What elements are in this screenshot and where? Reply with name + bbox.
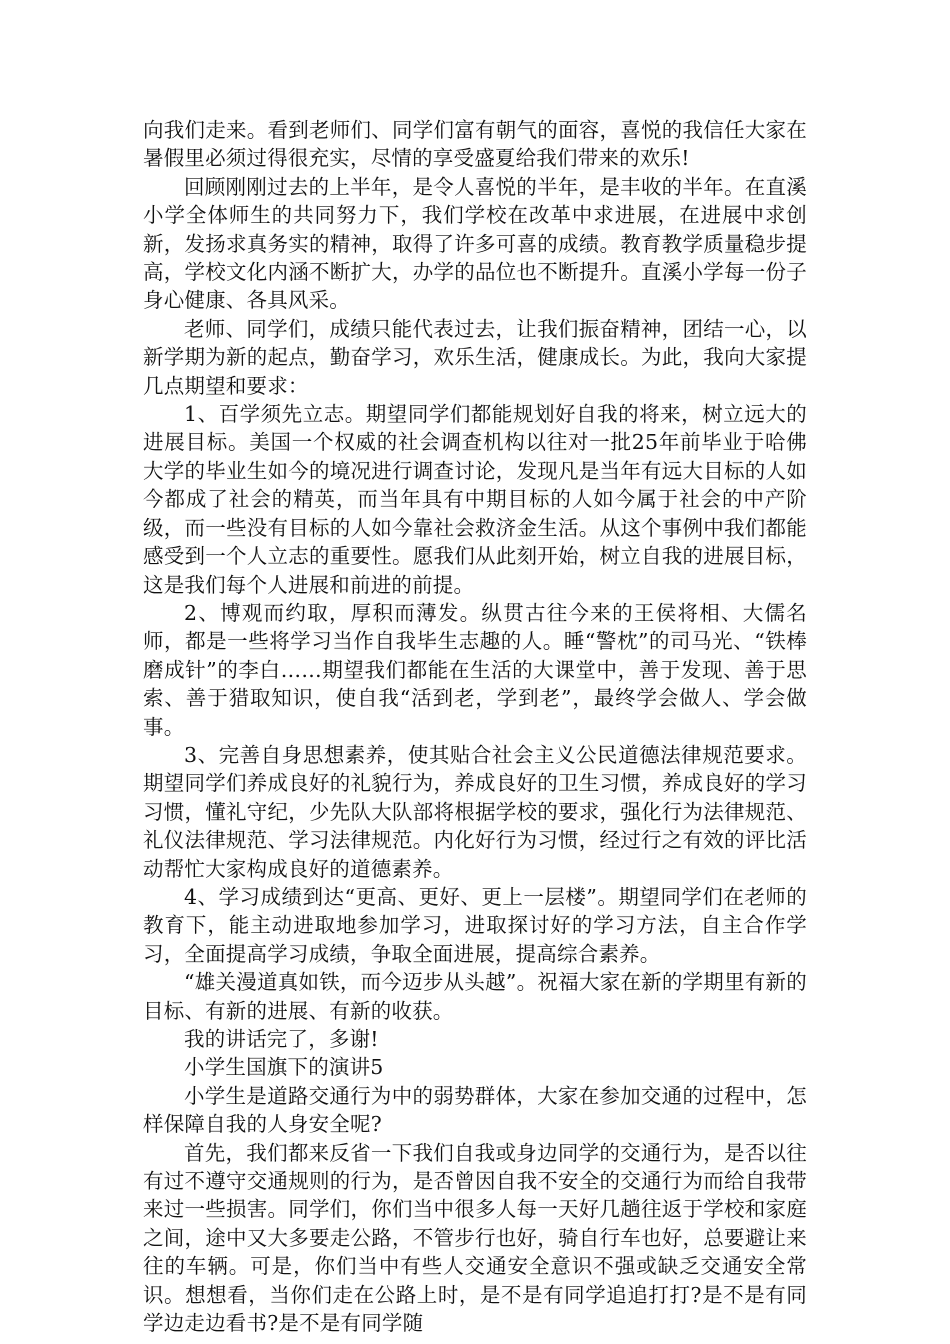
paragraph-point-4: 4、学习成绩到达“更高、更好、更上一层楼”。期望同学们在老师的教育下，能主动进取地参加学习，进取探讨好的学习方法，自主合作学习，全面提高学习成绩，争取全面进展，提高综合素养。	[143, 884, 807, 966]
section-heading-speech-5: 小学生国旗下的演讲5	[184, 1055, 384, 1080]
paragraph-continuation: 向我们走来。看到老师们、同学们富有朝气的面容，喜悦的我信任大家在暑假里必须过得很充实，尽情的享受盛夏给我们带来的欢乐!	[143, 118, 807, 171]
paragraph-traffic-reflection: 首先，我们都来反省一下我们自我或身边同学的交通行为，是否以往有过不遵守交通规则的行为，是否曾因自我不安全的交通行为而给自我带来过一些损害。同学们，你们当中很多人每一天好几趟往返于学校和家庭之间，途中又大多要走公路，不管步行也好，骑自行车也好，总要避让来往的车辆。可是，你们当中有些人交通安全意识不强或缺乏交通安全常识。想想看，当你们走在公路上时，是不是有同学追追打打?是不是有同学边走边看书?是不是有同学随	[143, 1140, 807, 1336]
document-body	[143, 116, 807, 1337]
paragraph-review-first-half: 回顾刚刚过去的上半年，是令人喜悦的半年，是丰收的半年。在直溪小学全体师生的共同努力下，我们学校在改革中求进展，在进展中求创新，发扬求真务实的精神，取得了许多可喜的成绩。教育教学质量稳步提高，学校文化内涵不断扩大，办学的品位也不断提升。直溪小学每一份子身心健康、各具风采。	[143, 174, 807, 313]
paragraph-closing: 我的讲话完了，多谢!	[184, 1027, 379, 1051]
paragraph-traffic-intro: 小学生是道路交通行为中的弱势群体，大家在参加交通的过程中，怎样保障自我的人身安全呢?	[143, 1083, 807, 1137]
paragraph-point-3: 3、完善自身思想素养，使其贴合社会主义公民道德法律规范要求。期望同学们养成良好的礼貌行为，养成良好的卫生习惯，养成良好的学习习惯，懂礼守纪，少先队大队部将根据学校的要求，强化行为法律规范、礼仪法律规范、学习法律规范。内化好行为习惯，经过行之有效的评比活动帮忙大家构成良好的道德素养。	[143, 742, 807, 881]
paragraph-expectations-intro: 老师、同学们，成绩只能代表过去，让我们振奋精神，团结一心，以新学期为新的起点，勤奋学习，欢乐生活，健康成长。为此，我向大家提几点期望和要求：	[143, 316, 807, 398]
paragraph-blessing: “雄关漫道真如铁，而今迈步从头越”。祝福大家在新的学期里有新的目标、有新的进展、有新的收获。	[143, 970, 807, 1023]
paragraph-point-1: 1、百学须先立志。期望同学们都能规划好自我的将来，树立远大的进展目标。美国一个权威的社会调查机构以往对一批25年前毕业于哈佛大学的毕业生如今的境况进行调查讨论，发现凡是当年有远大目标的人如今都成了社会的精英，而当年具有中期目标的人如今属于社会的中产阶级，而一些没有目标的人如今靠社会救济金生活。从这个事例中我们都能感受到一个人立志的重要性。愿我们从此刻开始，树立自我的进展目标，这是我们每个人进展和前进的前提。	[143, 402, 807, 597]
paragraph-point-2: 2、博观而约取，厚积而薄发。纵贯古往今来的王侯将相、大儒名师，都是一些将学习当作自我毕生志趣的人。睡“警枕”的司马光、“铁棒磨成针”的李白……期望我们都能在生活的大课堂中，善于发现、善于思索、善于猎取知识，使自我“活到老，学到老”，最终学会做人、学会做事。	[143, 600, 807, 739]
